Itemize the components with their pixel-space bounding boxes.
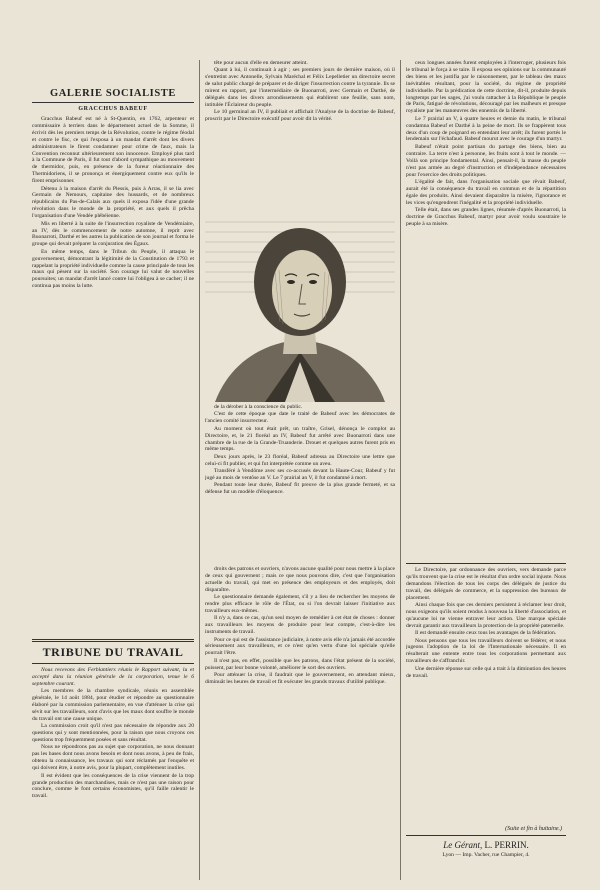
tribune-paragraph: Il est évident que les conséquences de la crise viennent de la trop grande production des marchandises, mais ce n'est pas une raison pour conclure, comme le font certains économistes, qu'il faille ralentir le travail. — [32, 772, 194, 800]
column-middle-mid — [205, 404, 395, 562]
portrait-engraving — [205, 212, 395, 402]
galerie-subtitle: GRACCHUS BABEUF — [78, 106, 148, 112]
tribune-paragraph: Il n'est pas, en effet, possible que les patrons, dans l'état présent de la société, puissent, par leur bonne volonté, améliorer le sort des ouvriers. — [205, 657, 395, 671]
article-paragraph: Le 10 germinal an IV, il publiait et affichait l'Analyse de la doctrine de Babeuf, proscrit par le Directoire exécutif pour avoir dit la vérité. — [205, 109, 395, 123]
tribune-paragraph: Les membres de la chambre syndicale, réunis en assemblée générale, le 14 août 1884, pour étudier et répondre au questionnaire élaboré par la commission parlementaire, en vue d'atténuer la crise qui sévit sur les travailleurs, sont d'avis que les maux dont souffre le monde du travail ont une cause unique. — [32, 688, 194, 722]
tribune-paragraph: Une dernière réponse sur celle qui a trait à la diminution des heures de travail. — [406, 665, 566, 679]
footer-block — [406, 822, 566, 882]
gerant-name: L. PERRIN. — [484, 840, 529, 850]
tribune-paragraph: Pour atténuer la crise, il faudrait que le gouvernement, en attendant mieux, diminuât les heures de travail et fit exécuter les grands travaux d'utilité publique. — [205, 672, 395, 685]
babeuf-portrait — [205, 212, 395, 402]
article-paragraph: Babeuf n'était point partisan du partage des biens, bien au contraire. La terre n'est à personne, les fruits sont à tout le monde. — Voilà son principe fondamental. Ainsi, pensait-il, la masse du peuple n'est pas armée au degré d'instruction et d'indépendance nécessaires pour l'exercice des droits politiques. — [406, 143, 566, 178]
tribune-paragraph: La commission croit qu'il n'est pas nécessaire de répondre aux 20 questions qui y sont mentionnées, pour la raison que nous croyons ces questions trop fréquemment posées et sans résultat. — [32, 723, 194, 744]
galerie-title: GALERIE SOCIALISTE — [49, 88, 177, 99]
article-paragraph: Quant à lui, il continuait à agir ; ses premiers jours de dernière maison, où il s'entretint avec Antonelle, Sylvain Maréchal et Félix Lepelletier un directoire secret de salut public chargé de préparer et de diriger l'insurrection contre la tyrannie. Ils se mirent en rapport, par l'intermédiaire de Buonarroti, avec Germain et Darthé, de délégués dans les divers arrondissements qui établirent une feuille, sans nom, intitulée l'Éclaireur du peuple. — [205, 67, 395, 108]
tribune-paragraph: Nous ne répondrons pas au sujet que corporation, ne nous donnant pas les bases dont nous avons besoin et dont nous avons, à peu de frais, obtenu la connaissance, les travaux qui sont réclamés par l'enquête et qui doivent être, à notre avis, pour la plupart, complètement inutiles. — [32, 744, 194, 772]
footer-rule — [406, 835, 566, 836]
title-rule — [32, 663, 194, 664]
column-divider — [400, 60, 401, 880]
article-paragraph: Transféré à Vendôme avec ses co-accusés devant la Haute-Cour, Babeuf y fut jugé au mois de ventôse an V. Le 7 prairial an V, il fut condamné à mort. — [205, 468, 395, 482]
article-paragraph: Au moment où tout était prêt, un traître, Grisel, dénonça le complot au Directoire, et, le 21 floréal an IV, Babeuf fut arrêté avec Buonarroti dans une chambre de la rue de la Grande-Truanderie. Drouet et quelques autres furent pris en même temps. — [205, 425, 395, 453]
article-paragraph: L'égalité de fait, dans l'organisation sociale que rêvait Babeuf, aurait été la conséquence du travail en commun et de la répartition égale des produits. Ainsi devaient disparaître la misère, l'ignorance et les vices qu'engendrent l'inégalité et la propriété individuelle. — [406, 178, 566, 206]
article-paragraph: Mis en liberté à la suite de l'insurrection royaliste de Vendémiaire, an IV, dès le commencement de notre automne, il reprit avec Buonarroti, Darthé et les autres la publication de son journal et forma le groupe qui devait préparer la conjuration des Égaux. — [32, 220, 194, 248]
article-paragraph: C'est de cette époque que date le traité de Babeuf avec les démocrates de l'ancien comité insurrecteur. — [205, 411, 395, 425]
tribune-paragraph: droits des patrons et ouvriers, n'avons aucune qualité pour nous mettre à la place de ceux qui gouvernent ; mais ce que nous pouvons dire, c'est que l'organisation actuelle du travail, qui met en présence des employeurs et des employés, doit disparaître. — [205, 566, 395, 593]
tribune-paragraph: Nous pensons que tous les travailleurs doivent se fédérer, et nous jugeons l'adoption de la loi de l'Internationale nécessaire. Il en résulterait une entente entre tous les corporations permettant aux travailleurs de s'affranchir. — [406, 637, 566, 665]
column-left-top — [32, 88, 194, 648]
tribune-paragraph: Le Directoire, par ordonnance des ouvriers, vers demande parce qu'ils trouvent que la crise est le résultat d'un ordre social injuste. Nous demandons l'élection de tous les corps des délégués de justice du travail, des délégués de commerce, et la suppression des bureaux de placement. — [406, 567, 566, 601]
article-paragraph: Détenu à la maison d'arrêt du Plessis, puis à Arras, il se lia avec Germain de Nemours, capitaine des hussards, et de nombreux républicains du Pas-de-Calais aux quels il exposa l'idée d'une grande révolution dans le monde de la propriété, et aux quels il prêcha l'organisation d'une Vendée plébéienne. — [32, 185, 194, 220]
column-right-bottom — [406, 560, 566, 820]
section-rule — [32, 639, 194, 642]
tribune-paragraph: Le questionnaire demande également, s'il y a lieu de rechercher les moyens de rendre plus efficace le rôle de l'État, ou si l'on devrait laisser l'initiative aux travailleurs eux-mêmes. — [205, 594, 395, 614]
section-rule — [406, 563, 566, 564]
article-paragraph: Telle était, dans ses grandes lignes, résumée d'après Buonarroti, la doctrine de Gracchus Babeuf, martyr pour avoir voulu soustraire le peuple à sa misère. — [406, 207, 566, 227]
printer-imprint: Lyon — Imp. Vacher, rue Champier, 4. — [442, 852, 530, 858]
article-paragraph: tête pour aucun d'elle en demeurer atteint. — [214, 60, 308, 66]
column-right-top — [406, 60, 566, 558]
article-paragraph: de la dérober à la conscience du public. — [214, 404, 303, 410]
column-divider — [199, 60, 200, 880]
tribune-paragraph: Ainsi chaque fois que ces derniers persistent à réclamer leur droit, nous exigeons qu'ils soient rendus à nouveau la liberté d'association, et qu'aucune loi ne vienne entraver leur action. Une marque spéciale devrait garantir aux travailleurs la protection de la propriété paternelle. — [406, 602, 566, 629]
tribune-paragraph: Il est demandé ensuite ceux tous les avantages de la fédération. — [415, 630, 557, 637]
column-middle-top — [205, 60, 395, 210]
gerant-prefix: Le Gérant, — [443, 840, 483, 850]
tribune-paragraph: Pour ce qui est de l'assistance judiciaire, à notre avis elle n'a jamais été accordée sérieusement aux travailleurs, et ce n'est qu'en vertu d'une loi spéciale qu'elle pourrait l'être. — [205, 636, 395, 657]
article-paragraph: Deux jours après, le 23 floréal, Babeuf adressa au Directoire une lettre que celui-ci fit publier, et qui fut interprétée comme un aveu. — [205, 453, 395, 467]
article-paragraph: ceux longues années furent employées à l'interroger, plusieurs fois le tribunal le força à se taire. Il exposa ses opinions sur la communauté des biens et les justifia par le raisonnement, par le tableau des maux inévitables résultant, pour la société, du régime de propriété individuelle. Par la prédication de cette doctrine, dit-il, produite depuis longtemps par les sages, j'ai voulu rattacher à la République le peuple de Paris, fatigué de révolutions, découragé par les malheurs et presque royaliste par les manœuvres des ennemis de la liberté. — [406, 60, 566, 115]
tribune-intro: Nous recevons des Ferblantiers réunis le Rapport suivant, lu et accepté dans la réunion générale de la corporation, tenue le 6 septembre courant. — [32, 667, 194, 687]
tribune-title: TRIBUNE DU TRAVAIL — [42, 645, 184, 659]
article-paragraph: Le 7 prairial an V, à quatre heures et demie du matin, le tribunal condamna Babeuf et Darthé à la peine de mort. Ils se frappèrent tous deux d'un coup de poignard en entendant leur arrêt; ils furent portés le lendemain sur l'échafaud. Babeuf mourut avec le courage d'un martyr. — [406, 115, 566, 143]
column-middle-bottom — [205, 566, 395, 882]
article-paragraph: En même temps, dans le Tribun du Peuple, il attaqua le gouvernement, démontrant la légitimité de la Constitution de 1793 et rappelant la propriété individuelle comme la cause principale de tous les maux qui pèsent sur la société. Son courage lui valut de nouvelles poursuites; un mandat d'arrêt lancé contre lui l'obligea à se cacher; il ne continua pas moins la lutte. — [32, 248, 194, 290]
continue-note: (Suite et fin à huitaine.) — [505, 826, 562, 832]
tribune-paragraph: Il n'y a, dans ce cas, qu'un seul moyen de remédier à cet état de choses : donner aux travailleurs les moyens de produire pour leur compte, c'est-à-dire les instruments de travail. — [205, 615, 395, 636]
gerant-line — [406, 840, 566, 850]
column-left-bottom — [32, 636, 194, 882]
title-rule — [32, 102, 194, 103]
article-paragraph: Pendant toute leur durée, Babeuf fit preuve de la plus grande fermeté, et sa défense fut un modèle d'éloquence. — [205, 482, 395, 496]
article-paragraph: Gracchus Babeuf est né à St-Quentin, en 1762, arpenteur et commissaire à terriers dans le département actuel de la Somme, il écrivit dès les premiers temps de la Révolution, contre le régime féodal et contre le fisc, ce qui l'exposa à un mandat d'arrêt dont les divers administrateurs le firent condamner pour crime de faux, mais la Convention reconnut ultérieurement son innocence. Employé plus tard à la Commune de Paris, il fut tout d'abord sympathique au mouvement de thermidor, puis, en présence de la fureur réactionnaire des Thermidoriens, il se prononça et énergiquement contre eux qu'ils le firent emprisonner. — [32, 116, 194, 185]
